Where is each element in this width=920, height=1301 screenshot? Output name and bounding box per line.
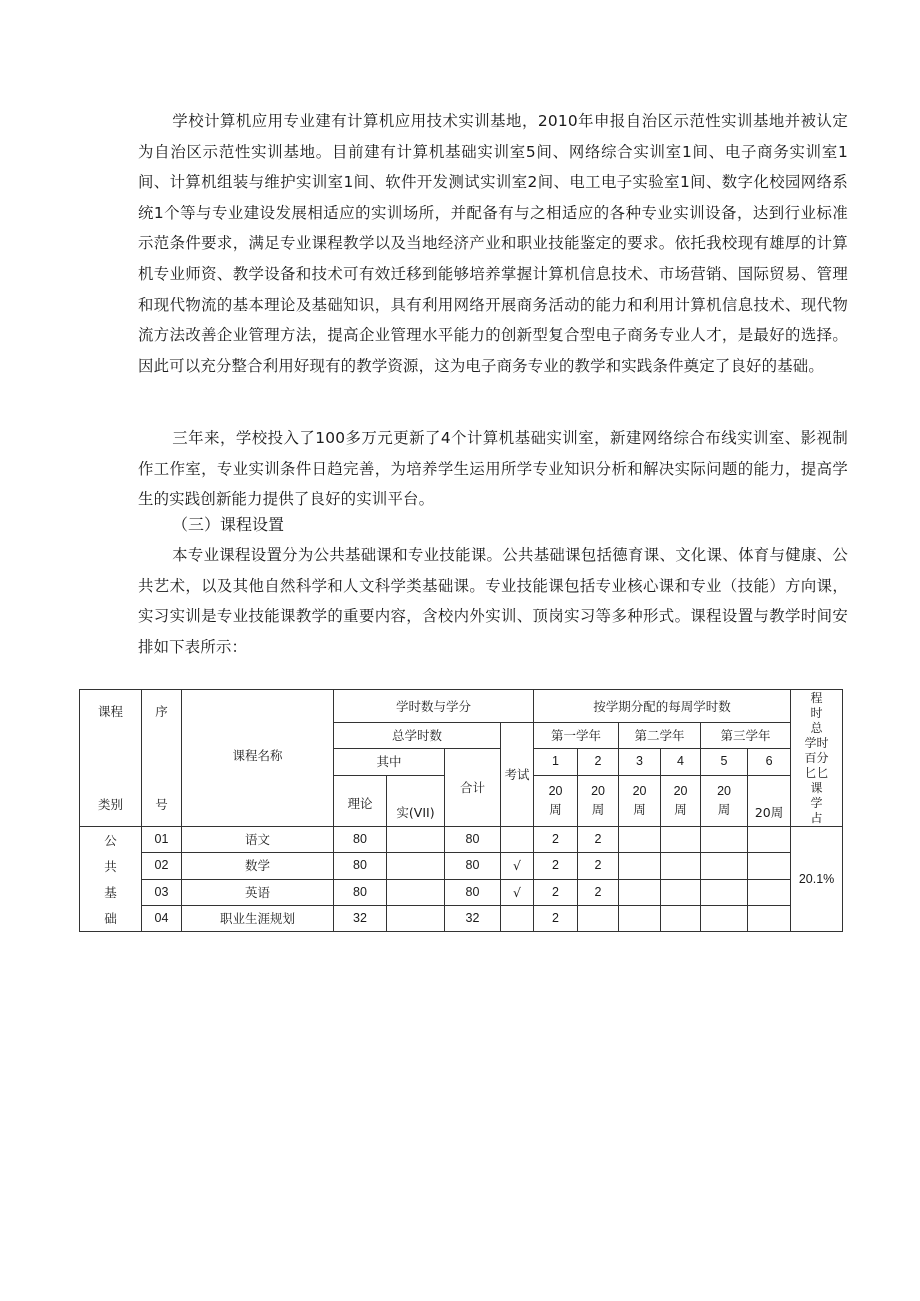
header-theory: 理论 [334,775,387,826]
table-row-seq: 01 [142,827,182,853]
week-count: 20 [717,784,731,799]
header-year-2: 第二学年 [619,723,701,749]
category-char: 础 [104,910,117,926]
table-row-seq: 04 [142,905,182,931]
table-row-practice [387,853,445,879]
week-count: 20 [548,784,563,799]
percent-line: 学 [810,795,823,810]
table-row-exam: √ [501,853,534,879]
table-row-exam [501,905,534,931]
paragraph-training-base [138,106,848,381]
percent-line: 百分 [804,750,829,765]
table-row-name: 语文 [182,827,334,853]
header-percent-stack [791,691,842,826]
category-char: 基 [104,884,117,900]
table-row-exam [501,827,534,853]
week-count: 20 [591,784,605,799]
paragraph-investment [138,423,848,515]
header-week-5 [701,775,748,826]
percent-line: 时 [810,705,823,720]
table-row-s5 [701,879,748,905]
header-exam: 考试 [501,723,534,827]
week-unit: 周 [674,802,687,818]
paragraph-course-intro-text: 本专业课程设置分为公共基础课和专业技能课。公共基础课包括德育课、文化课、体育与健康、公共艺术，以及其他自然科学和人文科学类基础课。专业技能课包括专业核心课和专业（技能）方向课，实习实训是专业技能课教学的重要内容，含校内外实训、顶岗实习等多种形式。课程设置与教学时间安排如下表所示： [138,546,848,656]
table-row-s6 [748,853,791,879]
category-char: 公 [104,832,117,848]
percent-line: 程 [810,690,823,705]
table-row-s5 [701,853,748,879]
table-row-s5 [701,827,748,853]
header-week-4 [661,775,701,826]
table-row-s3 [619,853,661,879]
table-row-total: 80 [445,853,501,879]
table-row-s4 [661,879,701,905]
week-unit: 周 [591,802,605,818]
header-subtotal: 合计 [445,749,501,827]
table-row-s1: 2 [534,905,578,931]
table-row-total: 80 [445,879,501,905]
header-sem-3: 3 [619,749,661,775]
table-row-s3 [619,879,661,905]
header-hours-credits: 学时数与学分 [334,690,534,723]
table-row-s6 [748,879,791,905]
table-row-total: 80 [445,827,501,853]
table-row-theory: 80 [334,827,387,853]
header-total-hours: 总学时数 [334,723,501,749]
table-row-seq: 03 [142,879,182,905]
header-sem-4: 4 [661,749,701,775]
table-row-s1: 2 [534,827,578,853]
header-among: 其中 [334,749,445,775]
category-char: 共 [104,858,117,874]
paragraph-training-base-text: 学校计算机应用专业建有计算机应用技术实训基地，2010年申报自治区示范性实训基地并被认定为自治区示范性实训基地。目前建有计算机基础实训室5间、网络综合实训室1间、电子商务实训室1间、计算机组装与维护实训室1间、软件开发测试实训室2间、电工电子实验室1间、数字化校园网络系统1个等与专业建设发展相适应的实训场所，并配备有与之相适应的各种专业实训设备，达到行业标准示范条件要求，满足专业课程教学以及当地经济产业和职业技能鉴定的要求。依托我校现有雄厚的计算机专业师资、教学设备和技术可有效迁移到能够培养掌握计算机信息技术、市场营销、国际贸易、管理和现代物流的基本理论及基础知识，具有利用网络开展商务活动的能力和利用计算机信息技术、现代物流方法改善企业管理方法，提高企业管理水平能力的创新型复合型电子商务专业人才，是最好的选择。因此可以充分整合利用好现有的教学资源，这为电子商务专业的教学和实践条件奠定了良好的基础。 [138,112,848,375]
header-sem-1: 1 [534,749,578,775]
header-week-2 [578,775,619,826]
table-row-name: 数学 [182,853,334,879]
table-row-s6 [748,827,791,853]
week-unit: 周 [717,802,731,818]
header-year-3: 第三学年 [701,723,791,749]
header-week-3 [619,775,661,826]
percent-line: 学时 [804,735,829,750]
table-row-seq: 02 [142,853,182,879]
header-seq-top: 序 [155,704,168,719]
table-row-s6 [748,905,791,931]
category-public-basic [80,827,142,932]
table-row-s3 [619,827,661,853]
course-schedule-table [79,689,843,932]
header-weekly-hours: 按学期分配的每周学时数 [534,690,791,723]
section-heading: （三）课程设置 [172,515,285,534]
table-row-name: 英语 [182,879,334,905]
week-unit: 周 [549,802,562,818]
header-course-category [80,690,142,827]
header-week-6: 20周 [748,775,791,826]
header-seq [142,690,182,827]
table-row-s2 [578,905,619,931]
header-sem-6: 6 [748,749,791,775]
table-row-practice [387,879,445,905]
percent-line: 占 [810,810,823,825]
header-course-name: 课程名称 [182,690,334,827]
table-row-s2: 2 [578,827,619,853]
table-row-name: 职业生涯规划 [182,905,334,931]
header-category-top: 课程 [97,704,123,719]
week-count: 20 [673,784,688,799]
header-sem-2: 2 [578,749,619,775]
table-row-practice [387,827,445,853]
table-row-total: 32 [445,905,501,931]
header-sem-5: 5 [701,749,748,775]
percent-line: 课 [810,780,823,795]
table-row-s2: 2 [578,879,619,905]
header-year-1: 第一学年 [534,723,619,749]
header-week-1 [534,775,578,826]
header-category-bottom: 类别 [97,797,123,812]
table-row-s1: 2 [534,879,578,905]
percent-line: 总 [810,720,823,735]
percent-value: 20.1% [791,827,843,932]
paragraph-investment-text: 三年来，学校投入了100多万元更新了4个计算机基础实训室，新建网络综合布线实训室、影视制作工作室，专业实训条件日趋完善，为培养学生运用所学专业知识分析和解决实际问题的能力，提高学生的实践创新能力提供了良好的实训平台。 [138,429,848,509]
table-row-theory: 80 [334,879,387,905]
header-seq-bottom: 号 [155,797,168,812]
week-unit: 周 [633,802,646,818]
table-row-theory: 80 [334,853,387,879]
category-chars [80,827,141,931]
table-row-s3 [619,905,661,931]
percent-line: 匕匕 [804,765,829,780]
table-row-s5 [701,905,748,931]
header-practice: 实(VII) [387,775,445,826]
week-count: 20 [632,784,647,799]
header-percent [791,690,843,827]
table-row-exam: √ [501,879,534,905]
table-row-s4 [661,905,701,931]
table-row-s1: 2 [534,853,578,879]
table-row-s2: 2 [578,853,619,879]
table-row-practice [387,905,445,931]
table-row-s4 [661,853,701,879]
table-row-s4 [661,827,701,853]
table-row-theory: 32 [334,905,387,931]
paragraph-course-intro [138,540,848,662]
